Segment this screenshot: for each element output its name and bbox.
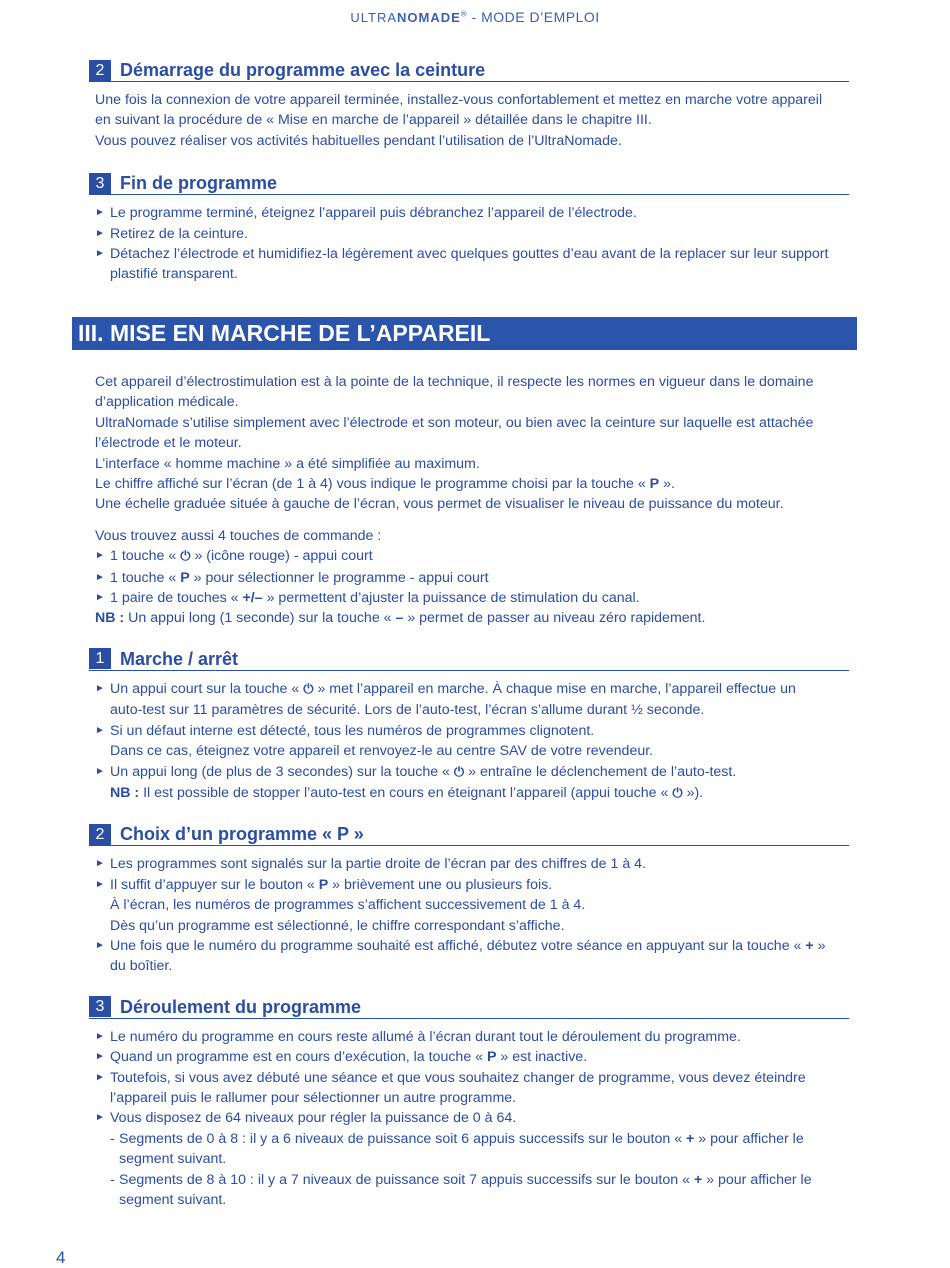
sub-item: - Segments de 0 à 8 : il y a 6 niveaux de puissance soit 6 appuis successifs sur le bouton « + » pour afficher le segment suivant. — [110, 1130, 804, 1168]
section-heading — [89, 172, 849, 195]
keys-list — [95, 546, 857, 608]
paragraph — [95, 90, 857, 151]
bullet-arrow-icon: ► — [95, 1051, 105, 1063]
list-item: ► Le numéro du programme en cours reste allumé à l’écran durant tout le déroulement du programme. — [95, 1027, 857, 1047]
bullet-list — [95, 1027, 857, 1211]
section-number: 3 — [89, 996, 111, 1017]
list-item: ► Quand un programme est en cours d’exécution, la touche « P » est inactive. — [95, 1047, 857, 1067]
section-heading — [89, 823, 849, 846]
bullet-arrow-icon: ► — [95, 765, 105, 777]
registered-mark: ® — [460, 9, 468, 19]
list-item: ► Les programmes sont signalés sur la partie droite de l’écran par des chiffres de 1 à 4. — [95, 854, 857, 874]
chapter-title: III. MISE EN MARCHE DE L’APPAREIL — [72, 317, 857, 350]
list-item: ► Retirez de la ceinture. — [95, 224, 857, 244]
list-item: ► Il suffit d’appuyer sur le bouton « P » brièvement une ou plusieurs fois. À l’écran, les numéros de programmes s’affichent successivement de 1 à 4. Dès qu’un programme est sélectionné, le chiffre correspondant s’affiche. — [95, 876, 586, 934]
text-line: Le chiffre affiché sur l’écran (de 1 à 4) vous indique le programme choisi par la touche « P ». — [95, 476, 675, 493]
bullet-arrow-icon: ► — [95, 550, 105, 562]
list-item: ► Si un défaut interne est détecté, tous les numéros de programmes clignotent. Dans ce cas, éteignez votre appareil et renvoyez-le au centre SAV de votre revendeur. — [95, 722, 654, 760]
page-content — [89, 59, 857, 285]
bullet-arrow-icon: ► — [95, 592, 105, 604]
bullet-arrow-icon: ► — [95, 682, 105, 694]
list-item: ► Une fois que le numéro du programme souhaité est affiché, débutez votre séance en appuyant sur la touche « + » du boîtier. — [95, 937, 826, 975]
list-item: ► Un appui long (de plus de 3 secondes) sur la touche « ⏻ » entraîne le déclenchement de l’auto-test. NB : Il est possible de stopper l’auto-test en cours en éteignant l’appareil (appui touche « ⏻ »). — [95, 763, 737, 801]
list-item: ► Un appui court sur la touche « ⏻ » met l’appareil en marche. À chaque mise en marche, l’appareil effectue un auto-test sur 11 paramètres de sécurité. Lors de l’auto-test, l’écran s’allume durant ½ seconde. — [95, 680, 796, 719]
bullet-list — [95, 854, 857, 976]
list-item: ► Toutefois, si vous avez débuté une séance et que vous souhaitez changer de programme, vous devez éteindre l’appareil puis le rallumer pour sélectionner un autre programme. — [95, 1069, 806, 1106]
list-item: ► 1 paire de touches « +/– » permettent d’ajuster la puissance de stimulation du canal. — [95, 588, 857, 608]
bullet-arrow-icon: ► — [95, 1071, 105, 1083]
bullet-arrow-icon: ► — [95, 207, 105, 219]
page-number: 4 — [56, 1248, 66, 1267]
section-title: Fin de programme — [120, 173, 278, 194]
brand-bold: NOMADE — [397, 10, 461, 25]
power-icon: ⏻ — [453, 764, 465, 780]
section-heading — [89, 996, 849, 1019]
note: NB : Un appui long (1 seconde) sur la touche « – » permet de passer au niveau zéro rapidement. — [95, 610, 706, 627]
power-icon: ⏻ — [672, 785, 683, 801]
bullet-arrow-icon: ► — [95, 1112, 105, 1124]
chapter-content — [89, 372, 857, 1210]
list-item: ► Le programme terminé, éteignez l’appareil puis débranchez l’appareil de l’électrode. — [95, 203, 857, 223]
keys-paragraph: Vous trouvez aussi 4 touches de commande : — [95, 527, 382, 544]
section-heading — [89, 648, 849, 671]
section-number: 3 — [89, 173, 111, 194]
bullet-arrow-icon: ► — [95, 724, 105, 736]
section-title: Déroulement du programme — [120, 996, 362, 1017]
page-header — [0, 9, 950, 25]
bullet-list — [95, 679, 857, 804]
sub-item: - Segments de 8 à 10 : il y a 7 niveaux de puissance soit 7 appuis successifs sur le bouton « + » pour afficher le segment suivant. — [110, 1171, 812, 1208]
section-heading — [89, 59, 849, 82]
bullet-arrow-icon: ► — [95, 571, 105, 583]
brand-light: ULTRA — [350, 10, 397, 25]
section-number: 2 — [89, 824, 111, 845]
bullet-arrow-icon: ► — [95, 878, 105, 890]
power-icon: ⏻ — [180, 549, 191, 565]
section-title: Choix d’un programme « P » — [120, 824, 364, 845]
section-title: Démarrage du programme avec la ceinture — [120, 59, 486, 80]
list-item: ► Vous disposez de 64 niveaux pour régler la puissance de 0 à 64. - Segments de 0 à 8 : il y a 6 niveaux de puissance soit 6 appuis successifs sur le bouton « + » pour afficher le segment suivant. - Segments de 8 à 10 : il y a 7 niveaux de puissance soit 7 appuis successifs sur le bouton « + » pour afficher le segment suivant. — [95, 1108, 857, 1210]
list-item: ► 1 touche « P » pour sélectionner le programme - appui court — [95, 568, 857, 588]
text-line: en suivant la procédure de « Mise en marche de l’appareil » détaillée dans le chapitre III. — [95, 112, 652, 129]
bullet-arrow-icon: ► — [95, 1030, 105, 1042]
bullet-arrow-icon: ► — [95, 227, 105, 239]
bullet-list — [95, 203, 857, 285]
bullet-arrow-icon: ► — [95, 248, 105, 260]
list-item: ► 1 touche « ⏻ » (icône rouge) - appui court — [95, 546, 857, 567]
power-icon: ⏻ — [303, 681, 314, 697]
text-line: Vous pouvez réaliser vos activités habituelles pendant l’utilisation de l’UltraNomade. — [95, 132, 622, 149]
list-item: ► Détachez l’électrode et humidifiez-la légèrement avec quelques gouttes d’eau avant de la replacer sur leur support plastifié transparent. — [95, 246, 829, 283]
section-number: 2 — [89, 60, 111, 81]
bullet-arrow-icon: ► — [95, 939, 105, 951]
text-line: Une fois la connexion de votre appareil terminée, installez-vous confortablement et mettez en marche votre appareil — [95, 92, 823, 108]
bullet-arrow-icon: ► — [95, 858, 105, 870]
section-number: 1 — [89, 648, 111, 669]
section-title: Marche / arrêt — [120, 648, 239, 669]
intro-paragraph: Cet appareil d’électrostimulation est à la pointe de la technique, il respecte les normes en vigueur dans le domaine d’application médicale. UltraNomade s’utilise simplement avec l’électrode et son moteur, ou bien avec la ceinture sur laquelle est attachée l’électrode et le moteur. L’interface « homme machine » a été simplifiée au maximum. Le chiffre affiché sur l’écran (de 1 à 4) vous indique le programme choisi par la touche « P ». Une échelle graduée située à gauche de l’écran, vous permet de visualiser le niveau de puissance du moteur. — [95, 372, 857, 515]
header-suffix: - MODE D’EMPLOI — [467, 9, 600, 25]
